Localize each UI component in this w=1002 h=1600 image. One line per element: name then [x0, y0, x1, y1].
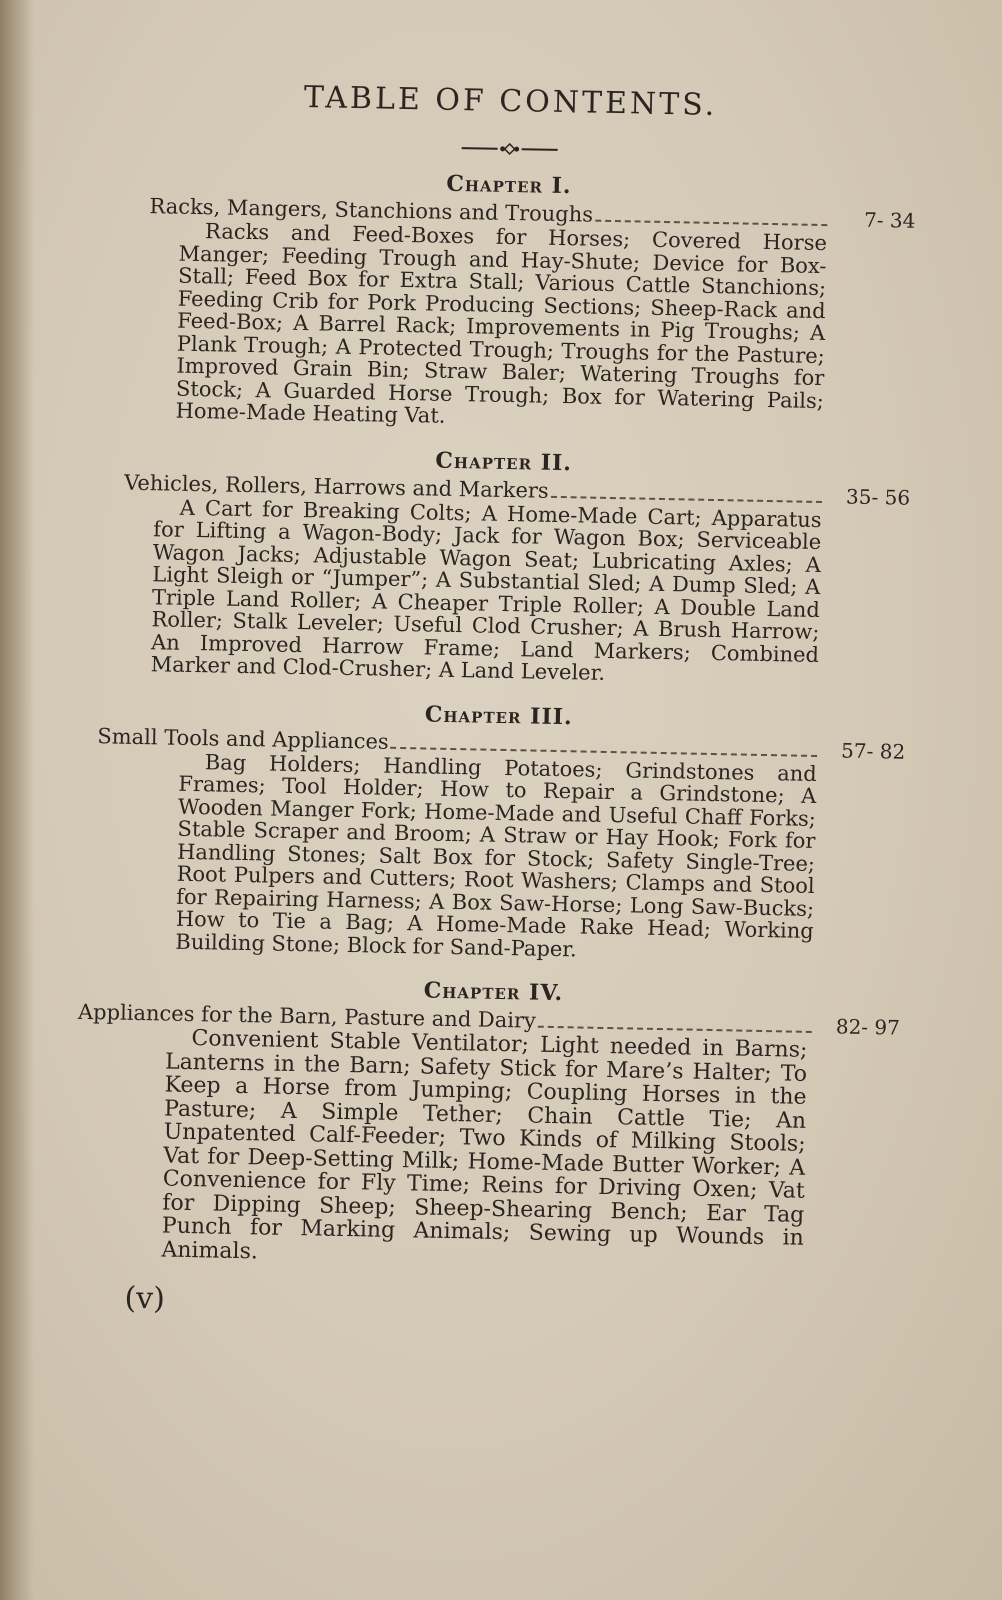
chapter-heading: Chapter III. [424, 700, 573, 730]
chapter-description: Bag Holders; Handling Potatoes; Grindstones and Frames; Tool Holder; How to Repair a Grindstone; A Wooden Manger Fork; Home-Made and Useful Chaff Forks; Stable Scraper and Broom; A Straw or Hay Hook; Fork for Handling Stones; Salt Box for Stock; Safety Single-Tree; Root Pulpers and Cutters; Root Washers; Clamps and Stool for Repairing Harness; A Box Saw-Horse; Long Saw-Bucks; How to Tie a Bag; A Home-Made Rake Head; Working Building Stone; Block for Sand-Paper. [175, 749, 817, 961]
page-range: 7- 34 [863, 207, 916, 233]
dotted-leader [391, 746, 818, 756]
chapter-heading: Chapter IV. [423, 977, 564, 1007]
chapter-4 [73, 969, 908, 1276]
page-range: 35- 56 [845, 484, 911, 510]
chapter-description: A Cart for Breaking Colts; A Home-Made Cart; Apparatus for Lifting a Wagon-Body; Jack for Wagon Box; Serviceable Wagon Jacks; Adjustable Wagon Seat; Lubricating Axles; A Light Sleigh or “Jumper”; A Substantial Sled; A Dump Sled; A Triple Land Roller; A Cheaper Triple Roller; A Double Land Roller; Stalk Leveler; Useful Clod Crusher; A Brush Harrow; An Improved Harrow Frame; Land Markers; Combined Marker and Clod-Crusher; A Land Leveler. [150, 495, 822, 685]
chapter-title: Vehicles, Rollers, Harrows and Markers [123, 470, 549, 503]
dotted-leader [595, 220, 827, 226]
chapter-description: Convenient Stable Ventilator; Light needed in Barns; Lanterns in the Barn; Safety Stick for Mare’s Halter; To Keep a Horse from Jumping; Coupling Horses in the Pasture; A Simple Tether; Chain Cattle Tie; An Unpatented Calf-Feeder; Two Kinds of Milking Stools; Vat for Deep-Setting Milk; Home-Made Butter Worker; A Convenience for Fly Time; Reins for Driving Oxen; Vat for Dipping Sheep; Sheep-Shearing Bench; Ear Tag Punch for Marking Animals; Sewing up Wounds in Animals. [161, 1026, 808, 1264]
chapter-title: Racks, Mangers, Stanchions and Troughs [149, 194, 594, 227]
chapter-heading: Chapter II. [435, 447, 573, 476]
ornament-divider-icon [460, 141, 560, 157]
page-number: (v) [124, 1280, 166, 1317]
chapter-3 [79, 692, 914, 966]
chapter-title: Appliances for the Barn, Pasture and Dairy [77, 999, 537, 1033]
chapter-description: Racks and Feed-Boxes for Horses; Covered Horse Manger; Feeding Trough and Hay-Shute; Device for Box-Stall; Feed Box for Extra Stall; Various Cattle Stanchions; Feeding Crib for Pork Producing Sections; Sheep-Rack and Feed-Box; A Barrel Rack; Improvements in Pig Troughs; A Plank Trough; A Protected Trough; Troughs for the Pasture; Improved Grain Bin; Straw Baler; Watering Troughs for Stock; A Guarded Horse Trough; Box for Watering Pails; Home-Made Heating Vat. [175, 219, 828, 428]
spine-shadow [0, 0, 34, 1600]
chapter-heading: Chapter I. [446, 170, 572, 200]
chapter-2 [85, 438, 919, 690]
dotted-leader [551, 495, 822, 502]
dotted-leader [538, 1026, 812, 1033]
toc-content [72, 72, 926, 1334]
page-range: 82- 97 [835, 1014, 901, 1040]
toc-title: TABLE OF CONTENTS. [303, 80, 718, 123]
chapter-title: Small Tools and Appliances [97, 723, 389, 754]
page-range: 57- 82 [840, 737, 906, 764]
chapter-1 [89, 162, 924, 436]
